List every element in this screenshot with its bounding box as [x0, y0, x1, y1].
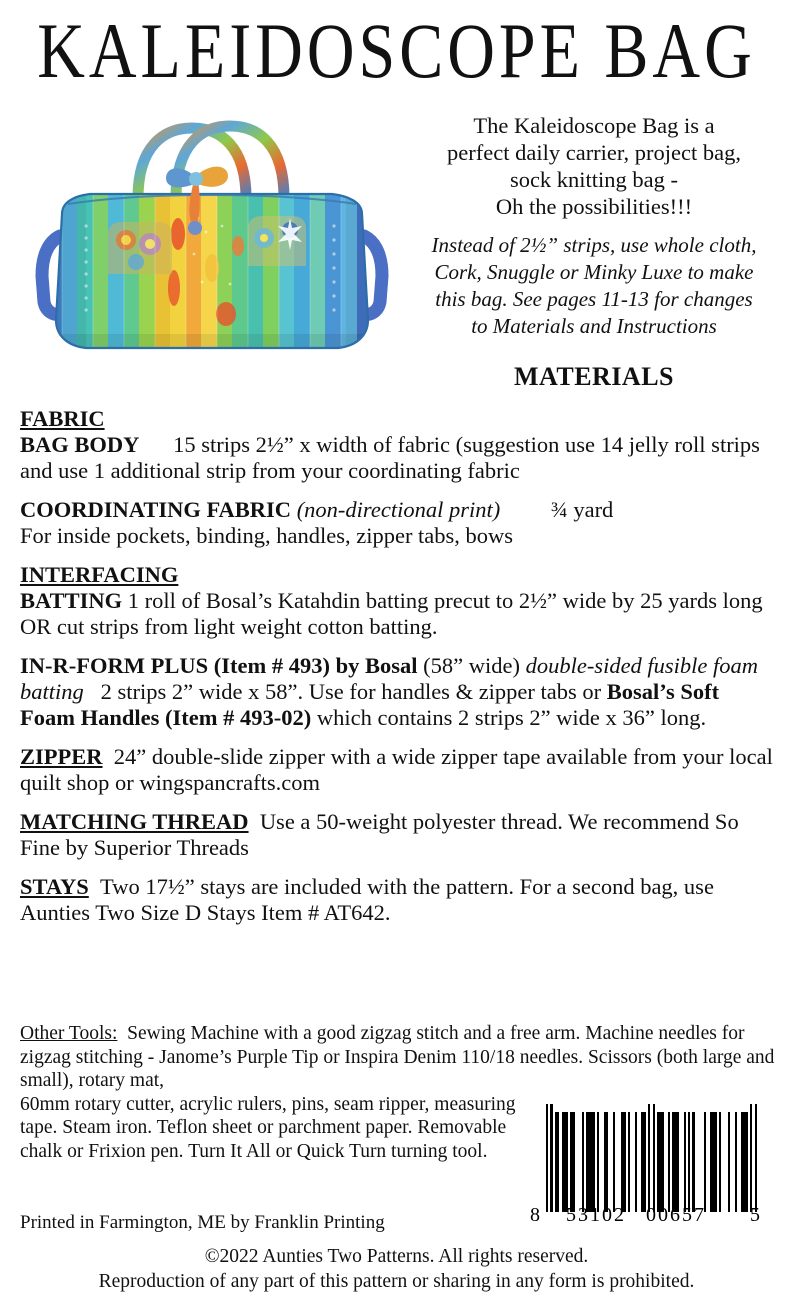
coordinating-fabric-detail: For inside pockets, binding, handles, zipper tabs, bows	[20, 522, 514, 548]
intro-line-1: The Kaleidoscope Bag is a	[473, 113, 715, 138]
barcode-bars	[546, 1104, 758, 1212]
matching-thread-label: MATCHING THREAD	[20, 808, 249, 834]
barcode-digits	[528, 1204, 774, 1232]
copyright-block	[0, 1245, 793, 1295]
copyright-line: ©2022 Aunties Two Patterns. All rights reserved.	[204, 1246, 589, 1267]
alt-note-line-3: this bag. See pages 11-13 for changes	[435, 286, 753, 311]
alt-note-line-1: Instead of 2½” strips, use whole cloth,	[431, 233, 757, 257]
in-r-form-text: 2 strips 2” wide x 58”. Use for handles & zipper tabs or	[100, 678, 602, 704]
barcode-right-digit: 5	[750, 1204, 760, 1226]
reproduction-line: Reproduction of any part of this pattern or sharing in any form is prohibited.	[98, 1270, 695, 1292]
stays-text: Two 17½” stays are included with the pattern. For a second bag, use Aunties Two Size D Stays Item # AT642.	[20, 873, 714, 925]
matching-thread-text: Use a 50-weight polyester thread. We recommend So Fine by Superior Threads	[20, 808, 739, 860]
section-stays	[20, 874, 776, 926]
in-r-form-label: IN-R-FORM PLUS (Item # 493) by Bosal	[20, 652, 418, 678]
coordinating-fabric-qualifier: (non-directional print)	[296, 496, 501, 522]
alt-note-line-4: to Materials and Instructions	[471, 313, 717, 338]
bag-body-spacer	[145, 432, 173, 457]
interfacing-heading: INTERFACING	[20, 561, 179, 587]
stays-label: STAYS	[20, 873, 89, 899]
fabric-heading: FABRIC	[20, 406, 105, 431]
zipper-label: ZIPPER	[20, 743, 103, 769]
section-zipper	[20, 744, 776, 796]
bag-product-photo	[26, 106, 398, 368]
other-tools-wide-block	[20, 1022, 776, 1093]
alt-note-line-2: Cork, Snuggle or Minky Luxe to make	[434, 259, 754, 284]
bag-body-text: 15 strips 2½” x width of fabric (suggestion use 14 jelly roll strips and use 1 additional strip from your coordinating fabric	[20, 431, 760, 483]
zipper-text: 24” double-slide zipper with a wide zipper tape available from your local quilt shop or wingspancrafts.com	[20, 743, 773, 795]
upc-barcode	[528, 1104, 774, 1236]
barcode-group-2: 00657	[646, 1204, 706, 1226]
materials-heading: MATERIALS	[513, 362, 675, 391]
other-tools-label: Other Tools:	[20, 1023, 118, 1044]
in-r-form-width: (58” wide)	[423, 652, 520, 678]
coordinating-fabric-label: COORDINATING FABRIC	[20, 496, 292, 522]
intro-line-3: sock knitting bag -	[509, 167, 679, 192]
printed-by-line: Printed in Farmington, ME by Franklin Printing	[20, 1212, 385, 1233]
alternate-fabric-note	[396, 232, 792, 340]
in-r-form-spacer	[89, 679, 100, 704]
coordinating-fabric-amount: ¾ yard	[550, 496, 614, 522]
soft-foam-handles-text: which contains 2 strips 2” wide x 36” long.	[316, 704, 707, 730]
section-in-r-form	[20, 653, 776, 731]
soft-foam-handles-label: Bosal’s Soft Foam Handles (Item # 493-02)	[20, 678, 720, 730]
section-interfacing	[20, 562, 776, 640]
other-tools-text-wide: Sewing Machine with a good zigzag stitch and a free arm. Machine needles for zigzag stitching - Janome’s Purple Tip or Inspira Denim 110/18 needles. Scissors (both large and small), rotary mat,	[20, 1023, 775, 1092]
batting-label: BATTING	[20, 587, 123, 613]
section-matching-thread	[20, 809, 776, 861]
intro-blurb	[398, 112, 790, 220]
coordinating-spacer	[506, 497, 551, 522]
bag-body-label: BAG BODY	[20, 431, 140, 457]
barcode-left-digit: 8	[530, 1204, 540, 1226]
in-r-form-italic: double-sided fusible foam batting	[20, 652, 759, 704]
other-tools-narrow-block: 60mm rotary cutter, acrylic rulers, pins, seam ripper, measuring tape. Steam iron. Teflon sheet or parchment paper. Removable chalk or Frixion pen. Turn It All or Quick Turn turning tool.	[20, 1093, 516, 1162]
barcode-group-1: 53102	[566, 1204, 626, 1226]
materials-list	[20, 406, 776, 939]
intro-line-4: Oh the possibilities!!!	[495, 194, 693, 219]
intro-line-2: perfect daily carrier, project bag,	[447, 140, 741, 165]
page-title: KALEIDOSCOPE BAG	[37, 8, 756, 95]
section-fabric	[20, 406, 776, 484]
section-coordinating-fabric	[20, 497, 776, 549]
batting-text: 1 roll of Bosal’s Katahdin batting precut to 2½” wide by 25 yards long OR cut strips from light weight cotton batting.	[20, 587, 763, 639]
